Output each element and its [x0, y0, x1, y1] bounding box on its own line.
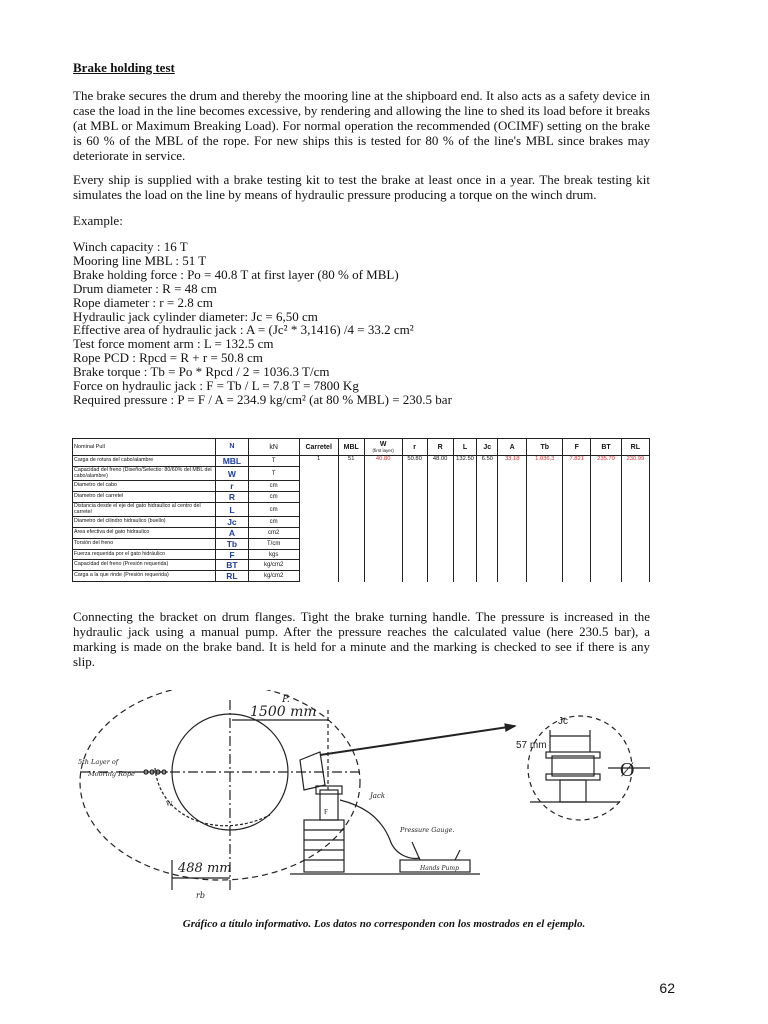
value-cell [591, 502, 621, 517]
value-cell: 7.821 [563, 456, 591, 467]
value-cell [402, 517, 427, 528]
value-cell [621, 528, 649, 539]
value-cell [299, 560, 338, 571]
brake-test-diagram [60, 690, 680, 910]
value-cell [402, 560, 427, 571]
row-unit: T/cm [248, 538, 299, 549]
example-line: Rope PCD : Rpcd = R + r = 50.8 cm [73, 350, 263, 366]
value-cell [427, 481, 453, 492]
value-cell [402, 538, 427, 549]
row-description: Area efectiva del gato hidraulico [73, 528, 216, 539]
value-cell [299, 492, 338, 503]
header-mbl: MBL [338, 439, 364, 456]
value-cell [338, 560, 364, 571]
value-cell [527, 549, 563, 560]
example-line: Mooring line MBL : 51 T [73, 252, 207, 268]
paragraph-testing-kit: Every ship is supplied with a brake testing kit to test the brake at least once in a year. The break testing kit simulates the load on the line by means of hydraulic pressure producing a torque on the winch drum. [73, 172, 650, 202]
value-cell [477, 571, 498, 582]
value-cell [621, 538, 649, 549]
value-cell [563, 481, 591, 492]
value-cell [621, 549, 649, 560]
row-symbol: A [216, 528, 249, 539]
jack-detail-body [552, 756, 594, 776]
layer-note-2: Mooring Rope [88, 770, 135, 778]
value-cell [364, 571, 402, 582]
header-w-sub: (first layer) [372, 448, 394, 453]
value-cell [591, 481, 621, 492]
p-label: P. [282, 694, 290, 705]
value-cell [338, 571, 364, 582]
value-cell [527, 528, 563, 539]
value-cell [591, 571, 621, 582]
table-row [73, 466, 650, 481]
layer-note-1: 5th Layer of [78, 758, 119, 766]
table-row [73, 571, 650, 582]
value-cell [453, 549, 477, 560]
example-line: Hydraulic jack cylinder diameter: Jc = 6,50 cm [73, 308, 318, 324]
dim-bottom-label: 488 mm [178, 861, 232, 876]
header-rl: RL [621, 439, 649, 456]
value-cell [453, 517, 477, 528]
row-description: Capacidad del freno (Diseño/Selectio: 80/60% del MBL del cabo/alambre) [73, 466, 216, 481]
example-heading: Example: [73, 213, 123, 228]
table-row [73, 502, 650, 517]
value-cell [477, 528, 498, 539]
header-bt: BT [591, 439, 621, 456]
value-cell [427, 571, 453, 582]
row-unit: cm [248, 481, 299, 492]
value-cell [498, 528, 527, 539]
brake-spec-table-container [72, 438, 650, 582]
row-description: Capacidad del freno (Presión requerida) [73, 560, 216, 571]
row-symbol: BT [216, 560, 249, 571]
value-cell: 40.80 [364, 456, 402, 467]
value-cell [402, 481, 427, 492]
value-cell [498, 517, 527, 528]
row-unit: cm [248, 517, 299, 528]
value-cell [338, 528, 364, 539]
header-carretel: Carretel [299, 439, 338, 456]
value-cell [563, 502, 591, 517]
example-line: Force on hydraulic jack : F = Tb / L = 7.8 T = 7800 Kg [73, 378, 359, 394]
value-cell [563, 466, 591, 481]
value-cell: 1.036,3 [527, 456, 563, 467]
value-cell [338, 466, 364, 481]
value-cell [563, 560, 591, 571]
value-cell [453, 466, 477, 481]
value-cell [299, 466, 338, 481]
value-cell [427, 517, 453, 528]
paragraph-procedure: Connecting the bracket on drum flanges. Tight the brake turning handle. The pressure is increased in the hydraulic jack using a manual pump. After the pressure reaches the calculated value (here 230.5 bar), a marking is made on the brake band. It is held for a minute and the marking is checked to see if there is any slip. [73, 609, 650, 669]
value-cell [338, 517, 364, 528]
value-cell [338, 549, 364, 560]
page-number: 62 [659, 980, 675, 996]
table-row [73, 481, 650, 492]
example-list [73, 240, 452, 407]
value-cell [563, 517, 591, 528]
paragraph-brake-purpose: The brake secures the drum and thereby the mooring line at the shipboard end. It also acts as a safety device in case the load in the line becomes excessive, by rendering and allowing the line to shed its load before it breaks (at MBL or Maximum Breaking Load). For normal operation the recommended (OCIMF) setting on the brake is 60 % of the MBL of the rope. For new ships this is tested for 80 % of the line's MBL since brakes may deteriorate in service. [73, 88, 650, 163]
header-unit: kN [248, 439, 299, 456]
row-symbol: r [216, 481, 249, 492]
dim-top-label: 1500 mm [250, 704, 317, 720]
value-cell [498, 466, 527, 481]
section-title: Brake holding test [73, 60, 175, 75]
row-symbol: Jc [216, 517, 249, 528]
value-cell: 33.18 [498, 456, 527, 467]
value-cell [477, 466, 498, 481]
row-symbol: MBL [216, 456, 249, 467]
value-cell [563, 571, 591, 582]
value-cell [402, 492, 427, 503]
value-cell [338, 492, 364, 503]
value-cell [477, 492, 498, 503]
value-cell [427, 560, 453, 571]
value-cell: 132.50 [453, 456, 477, 467]
value-cell [453, 571, 477, 582]
row-unit: cm2 [248, 528, 299, 539]
value-cell [427, 466, 453, 481]
value-cell [621, 481, 649, 492]
row-unit: T [248, 466, 299, 481]
value-cell [477, 560, 498, 571]
table-row [73, 549, 650, 560]
value-cell [453, 481, 477, 492]
figure-caption: Gráfico a título informativo. Los datos no corresponden con los mostrados en el ejemplo. [182, 918, 586, 930]
example-line: Test force moment arm : L = 132.5 cm [73, 336, 274, 352]
row-symbol: Tb [216, 538, 249, 549]
row-unit: kgs [248, 549, 299, 560]
row-symbol: R [216, 492, 249, 503]
value-cell [527, 538, 563, 549]
value-cell [364, 502, 402, 517]
value-cell [364, 481, 402, 492]
value-cell [299, 571, 338, 582]
row-unit: cm [248, 502, 299, 517]
value-cell [402, 466, 427, 481]
brake-spec-table [72, 438, 650, 582]
value-cell [591, 528, 621, 539]
table-row [73, 528, 650, 539]
row-description: Fuerza requerida por el gato hidráulico [73, 549, 216, 560]
dim-57-label: 57 mm [516, 740, 547, 751]
value-cell [299, 517, 338, 528]
row-unit: kg/cm2 [248, 571, 299, 582]
value-cell [591, 492, 621, 503]
value-cell [364, 517, 402, 528]
header-desc: Nominal Pull [73, 439, 216, 456]
value-cell [477, 549, 498, 560]
value-cell [621, 492, 649, 503]
value-cell [299, 528, 338, 539]
row-symbol: L [216, 502, 249, 517]
value-cell [402, 549, 427, 560]
table-row [73, 560, 650, 571]
table-row [73, 538, 650, 549]
row-symbol: RL [216, 571, 249, 582]
value-cell [591, 517, 621, 528]
value-cell [527, 481, 563, 492]
example-line: Rope diameter : r = 2.8 cm [73, 294, 213, 310]
value-cell [338, 538, 364, 549]
value-cell [477, 538, 498, 549]
value-cell [591, 549, 621, 560]
value-cell [299, 549, 338, 560]
value-cell [621, 466, 649, 481]
pump-label: Hands Pump [420, 865, 459, 872]
value-cell [427, 538, 453, 549]
value-cell: 48.00 [427, 456, 453, 467]
header-a: A [498, 439, 527, 456]
value-cell [402, 502, 427, 517]
value-cell [621, 571, 649, 582]
example-line: Drum diameter : R = 48 cm [73, 280, 217, 296]
row-unit: kg/cm2 [248, 560, 299, 571]
value-cell: 50.80 [402, 456, 427, 467]
pressure-gauge-label: Pressure Gauge. [400, 826, 455, 834]
value-cell: 1 [299, 456, 338, 467]
row-description: Diametro del carretel [73, 492, 216, 503]
header-l: L [453, 439, 477, 456]
value-cell [498, 549, 527, 560]
value-cell [621, 560, 649, 571]
header-tb: Tb [527, 439, 563, 456]
value-cell [498, 492, 527, 503]
header-f: F [563, 439, 591, 456]
value-cell: 51 [338, 456, 364, 467]
jack-label: Jack [370, 792, 386, 800]
value-cell [498, 538, 527, 549]
row-unit: T [248, 456, 299, 467]
table-header-row [73, 439, 650, 456]
row-description: Carga de rotura del cabo/alambre [73, 456, 216, 467]
value-cell: 6.50 [477, 456, 498, 467]
value-cell [621, 517, 649, 528]
value-cell: 230.99 [621, 456, 649, 467]
header-r-small: r [402, 439, 427, 456]
rb-label: rb [196, 891, 205, 900]
drum-flange-outline [80, 690, 360, 880]
value-cell [477, 517, 498, 528]
value-cell [364, 492, 402, 503]
value-cell [563, 549, 591, 560]
value-cell [364, 538, 402, 549]
row-description: Distancia desde el eje del gato hidraulico al centro del carretel [73, 502, 216, 517]
value-cell [527, 571, 563, 582]
value-cell [591, 538, 621, 549]
value-cell [591, 560, 621, 571]
value-cell [527, 502, 563, 517]
value-cell [563, 528, 591, 539]
table-row [73, 517, 650, 528]
example-line: Brake holding force : Po = 40.8 T at first layer (80 % of MBL) [73, 266, 399, 282]
value-cell [563, 492, 591, 503]
value-cell [299, 502, 338, 517]
table-row [73, 456, 650, 467]
value-cell [498, 571, 527, 582]
lever-arm [300, 752, 325, 790]
value-cell [427, 528, 453, 539]
row-description: Carga a la que rinde (Presión requerida) [73, 571, 216, 582]
phi-symbol: Ø [620, 759, 635, 781]
value-cell [364, 466, 402, 481]
value-cell [527, 517, 563, 528]
value-cell [621, 502, 649, 517]
value-cell [527, 560, 563, 571]
value-cell [453, 560, 477, 571]
value-cell [427, 502, 453, 517]
value-cell [364, 549, 402, 560]
value-cell [364, 560, 402, 571]
value-cell [527, 466, 563, 481]
value-cell [453, 538, 477, 549]
value-cell [427, 549, 453, 560]
support-block [304, 820, 344, 872]
value-cell [477, 481, 498, 492]
w-label: W [166, 800, 173, 808]
value-cell [338, 481, 364, 492]
row-unit: cm [248, 492, 299, 503]
row-description: Diametro del cabo [73, 481, 216, 492]
value-cell [364, 528, 402, 539]
f-label: F [324, 808, 328, 816]
value-cell [477, 502, 498, 517]
value-cell [453, 528, 477, 539]
example-line: Brake torque : Tb = Po * Rpcd / 2 = 1036.3 T/cm [73, 364, 330, 380]
example-line: Required pressure : P = F / A = 234.9 kg/cm² (at 80 % MBL) = 230.5 bar [73, 391, 452, 407]
value-cell: 235.70 [591, 456, 621, 467]
value-cell [563, 538, 591, 549]
value-cell [402, 528, 427, 539]
value-cell [498, 502, 527, 517]
value-cell [427, 492, 453, 503]
example-line: Winch capacity : 16 T [73, 239, 188, 254]
value-cell [453, 502, 477, 517]
row-description: Torsión del freno [73, 538, 216, 549]
value-cell [498, 481, 527, 492]
jc-label: Jc [558, 716, 568, 727]
header-w-label: W [379, 441, 387, 448]
value-cell [527, 492, 563, 503]
value-cell [402, 571, 427, 582]
header-jc: Jc [477, 439, 498, 456]
value-cell [338, 502, 364, 517]
value-cell [299, 481, 338, 492]
table-body [73, 456, 650, 582]
example-line: Effective area of hydraulic jack : A = (Jc² * 3,1416) /4 = 33.2 cm² [73, 322, 414, 338]
row-symbol: W [216, 466, 249, 481]
header-w [364, 439, 402, 456]
value-cell [498, 560, 527, 571]
header-sym: N [216, 439, 249, 456]
row-description: Diametro del cilindro hidraulico (buello) [73, 517, 216, 528]
table-row [73, 492, 650, 503]
value-cell [453, 492, 477, 503]
value-cell [299, 538, 338, 549]
row-symbol: F [216, 549, 249, 560]
value-cell [591, 466, 621, 481]
header-r: R [427, 439, 453, 456]
